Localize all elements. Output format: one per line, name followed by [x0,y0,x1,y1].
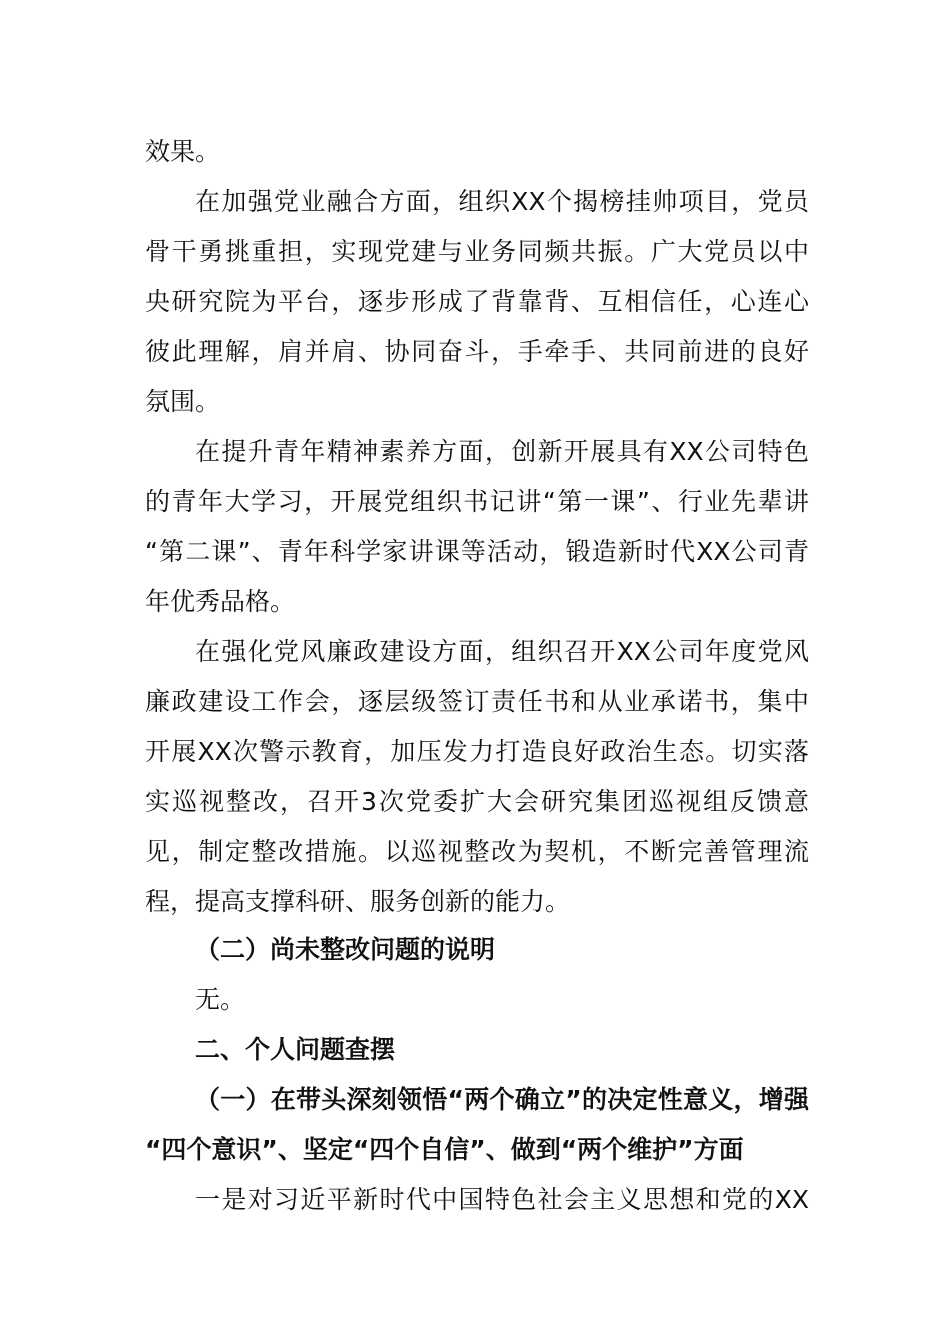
paragraph-line: 见，制定整改措施。以巡视整改为契机，不断完善管理流 [145,837,809,866]
paragraph-line: 在加强党业融合方面，组织XX个揭榜挂帅项目，党员 [195,187,809,216]
paragraph-line: 在提升青年精神素养方面，创新开展具有XX公司特色 [195,437,809,466]
paragraph-line: 央研究院为平台，逐步形成了背靠背、互相信任，心连心 [145,287,809,316]
subsection-heading: “四个意识”、坚定“四个自信”、做到“两个维护”方面 [145,1135,744,1164]
subsection-heading: （一）在带头深刻领悟“两个确立”的决定性意义，增强 [195,1085,809,1114]
paragraph-line: 骨干勇挑重担，实现党建与业务同频共振。广大党员以中 [145,237,809,266]
paragraph-line: 氛围。 [145,387,221,416]
paragraph-line: 实巡视整改，召开3次党委扩大会研究集团巡视组反馈意 [145,787,809,816]
paragraph-line: 程，提高支撑科研、服务创新的能力。 [145,887,571,916]
paragraph-line: 的青年大学习，开展党组织书记讲“第一课”、行业先辈讲 [145,487,809,516]
paragraph-line: 效果。 [145,137,221,166]
paragraph-line: 廉政建设工作会，逐层级签订责任书和从业承诺书，集中 [145,687,809,716]
paragraph-line: “第二课”、青年科学家讲课等活动，锻造新时代XX公司青 [145,537,809,566]
paragraph-line: 无。 [195,985,246,1014]
paragraph-line: 一是对习近平新时代中国特色社会主义思想和党的XX [195,1185,809,1214]
paragraph-line: 在强化党风廉政建设方面，组织召开XX公司年度党风 [195,637,809,666]
section-heading: 二、个人问题查摆 [195,1035,396,1064]
paragraph-line: 彼此理解，肩并肩、协同奋斗，手牵手、共同前进的良好 [145,337,809,366]
paragraph-line: 年优秀品格。 [145,587,296,616]
paragraph-line: 开展XX次警示教育，加压发力打造良好政治生态。切实落 [145,737,809,766]
section-heading: （二）尚未整改问题的说明 [195,935,496,964]
